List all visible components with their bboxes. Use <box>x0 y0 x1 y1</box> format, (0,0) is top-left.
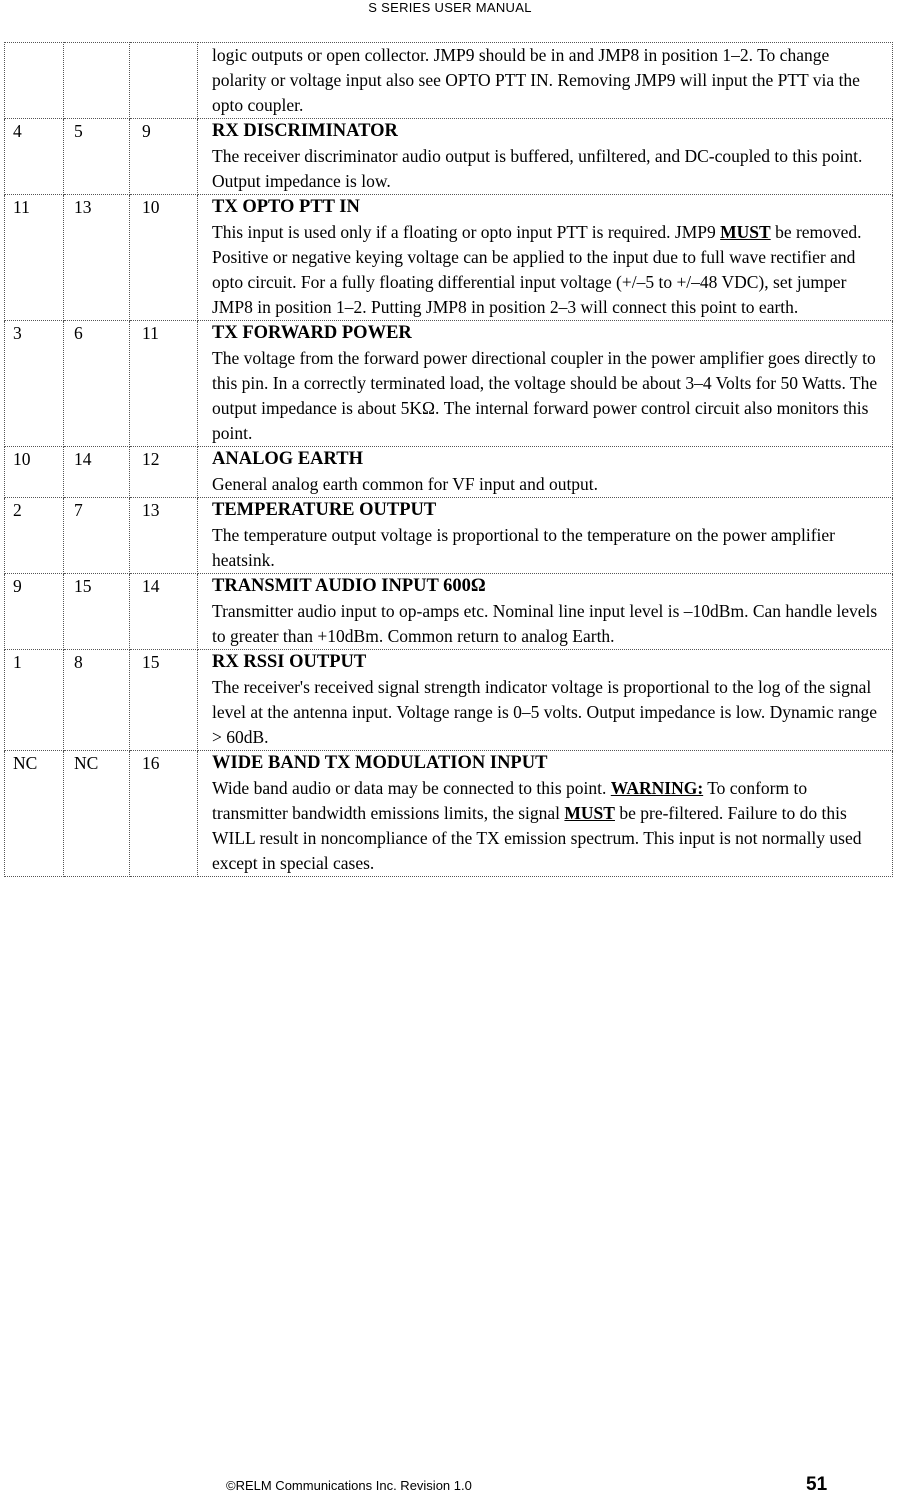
description-cell <box>198 43 893 119</box>
table-row <box>5 650 893 751</box>
table-row <box>5 447 893 498</box>
pin-cell-1: 10 <box>5 447 64 498</box>
signal-description: The voltage from the forward power directional coupler in the power amplifier goes directly to this pin. In a correctly terminated load, the voltage should be about 3–4 Volts for 50 Watts. The output impedance is about 5KΩ. The internal forward power control circuit also monitors this point. <box>212 348 878 443</box>
table-row <box>5 43 893 119</box>
table-row <box>5 574 893 650</box>
signal-description: The receiver's received signal strength indicator voltage is proportional to the log of the signal level at the antenna input. Voltage range is 0–5 volts. Output impedance is low. Dynamic range > 60dB. <box>212 677 877 747</box>
signal-description: The temperature output voltage is proportional to the temperature on the power amplifier heatsink. <box>212 525 835 570</box>
signal-title: TX OPTO PTT IN <box>212 197 360 217</box>
emphasis-must: MUST <box>564 803 615 823</box>
pin-cell-3: 10 <box>130 195 198 321</box>
emphasis-warning: WARNING: <box>610 778 704 798</box>
pin-cell-2: 5 <box>64 119 130 195</box>
signal-title: TX FORWARD POWER <box>212 323 412 343</box>
signal-description: Transmitter audio input to op-amps etc. Nominal line input level is –10dBm. Can handle levels to greater than +10dBm. Common return to analog Earth. <box>212 601 878 646</box>
table-row <box>5 195 893 321</box>
description-cell <box>198 321 893 447</box>
signal-title: TEMPERATURE OUTPUT <box>212 500 437 520</box>
signal-description <box>212 776 886 876</box>
pin-cell-2: 7 <box>64 498 130 574</box>
description-text: To conform to transmitter bandwidth emissions limits, the signal <box>212 778 808 823</box>
pin-cell-3: 9 <box>130 119 198 195</box>
signal-description: logic outputs or open collector. JMP9 should be in and JMP8 in position 1–2. To change polarity or voltage input also see OPTO PTT IN. Removing JMP9 will input the PTT via the opto coupler. <box>212 45 860 115</box>
signal-title: TRANSMIT AUDIO INPUT 600Ω <box>212 576 486 596</box>
pin-cell-1: 2 <box>5 498 64 574</box>
pin-cell-3: 12 <box>130 447 198 498</box>
description-cell <box>198 195 893 321</box>
pin-cell-1: 3 <box>5 321 64 447</box>
description-cell <box>198 119 893 195</box>
pin-cell-1: NC <box>5 751 64 877</box>
pin-cell-3: 16 <box>130 751 198 877</box>
pin-cell-2: 14 <box>64 447 130 498</box>
description-text: be removed. Positive or negative keying voltage can be applied to the input due to full wave rectifier and opto circuit. For a fully floating differential input voltage (+/–5 to +/–48 VDC), set jumper JMP8 in position 1–2. Putting JMP8 in position 2–3 will connect this point to earth. <box>212 222 862 317</box>
table-row <box>5 498 893 574</box>
emphasis-must: MUST <box>720 222 771 242</box>
pin-cell-3 <box>130 43 198 119</box>
pin-cell-2 <box>64 43 130 119</box>
pin-cell-2: NC <box>64 751 130 877</box>
pin-cell-3: 11 <box>130 321 198 447</box>
pin-cell-1: 1 <box>5 650 64 751</box>
page-header: S SERIES USER MANUAL <box>368 0 532 15</box>
table-row <box>5 119 893 195</box>
pin-cell-3: 14 <box>130 574 198 650</box>
page-number: 51 <box>806 1474 828 1495</box>
pin-cell-3: 15 <box>130 650 198 751</box>
table-row <box>5 751 893 877</box>
signal-title: ANALOG EARTH <box>212 449 363 469</box>
signal-description <box>212 220 886 320</box>
footer-copyright: ©RELM Communications Inc. Revision 1.0 <box>226 1478 472 1493</box>
pin-cell-2: 6 <box>64 321 130 447</box>
pin-cell-3: 13 <box>130 498 198 574</box>
signal-description: The receiver discriminator audio output is buffered, unfiltered, and DC-coupled to this point. Output impedance is low. <box>212 146 863 191</box>
description-text: Wide band audio or data may be connected to this point. <box>212 778 611 798</box>
pin-cell-1: 9 <box>5 574 64 650</box>
signal-title: RX DISCRIMINATOR <box>212 121 398 141</box>
description-text: be pre-filtered. Failure to do this WILL result in noncompliance of the TX emission spectrum. This input is not normally used except in special cases. <box>212 803 862 873</box>
description-cell <box>198 447 893 498</box>
description-cell <box>198 751 893 877</box>
pin-description-table <box>4 42 893 877</box>
description-cell <box>198 650 893 751</box>
pin-cell-2: 15 <box>64 574 130 650</box>
description-cell <box>198 498 893 574</box>
description-cell <box>198 574 893 650</box>
pin-cell-2: 8 <box>64 650 130 751</box>
pin-cell-1: 11 <box>5 195 64 321</box>
table-row <box>5 321 893 447</box>
pin-cell-1 <box>5 43 64 119</box>
signal-title: WIDE BAND TX MODULATION INPUT <box>212 753 548 773</box>
signal-title: RX RSSI OUTPUT <box>212 652 367 672</box>
signal-description: General analog earth common for VF input and output. <box>212 474 599 494</box>
pin-cell-2: 13 <box>64 195 130 321</box>
pin-cell-1: 4 <box>5 119 64 195</box>
description-text: This input is used only if a floating or opto input PTT is required. JMP9 <box>212 222 721 242</box>
